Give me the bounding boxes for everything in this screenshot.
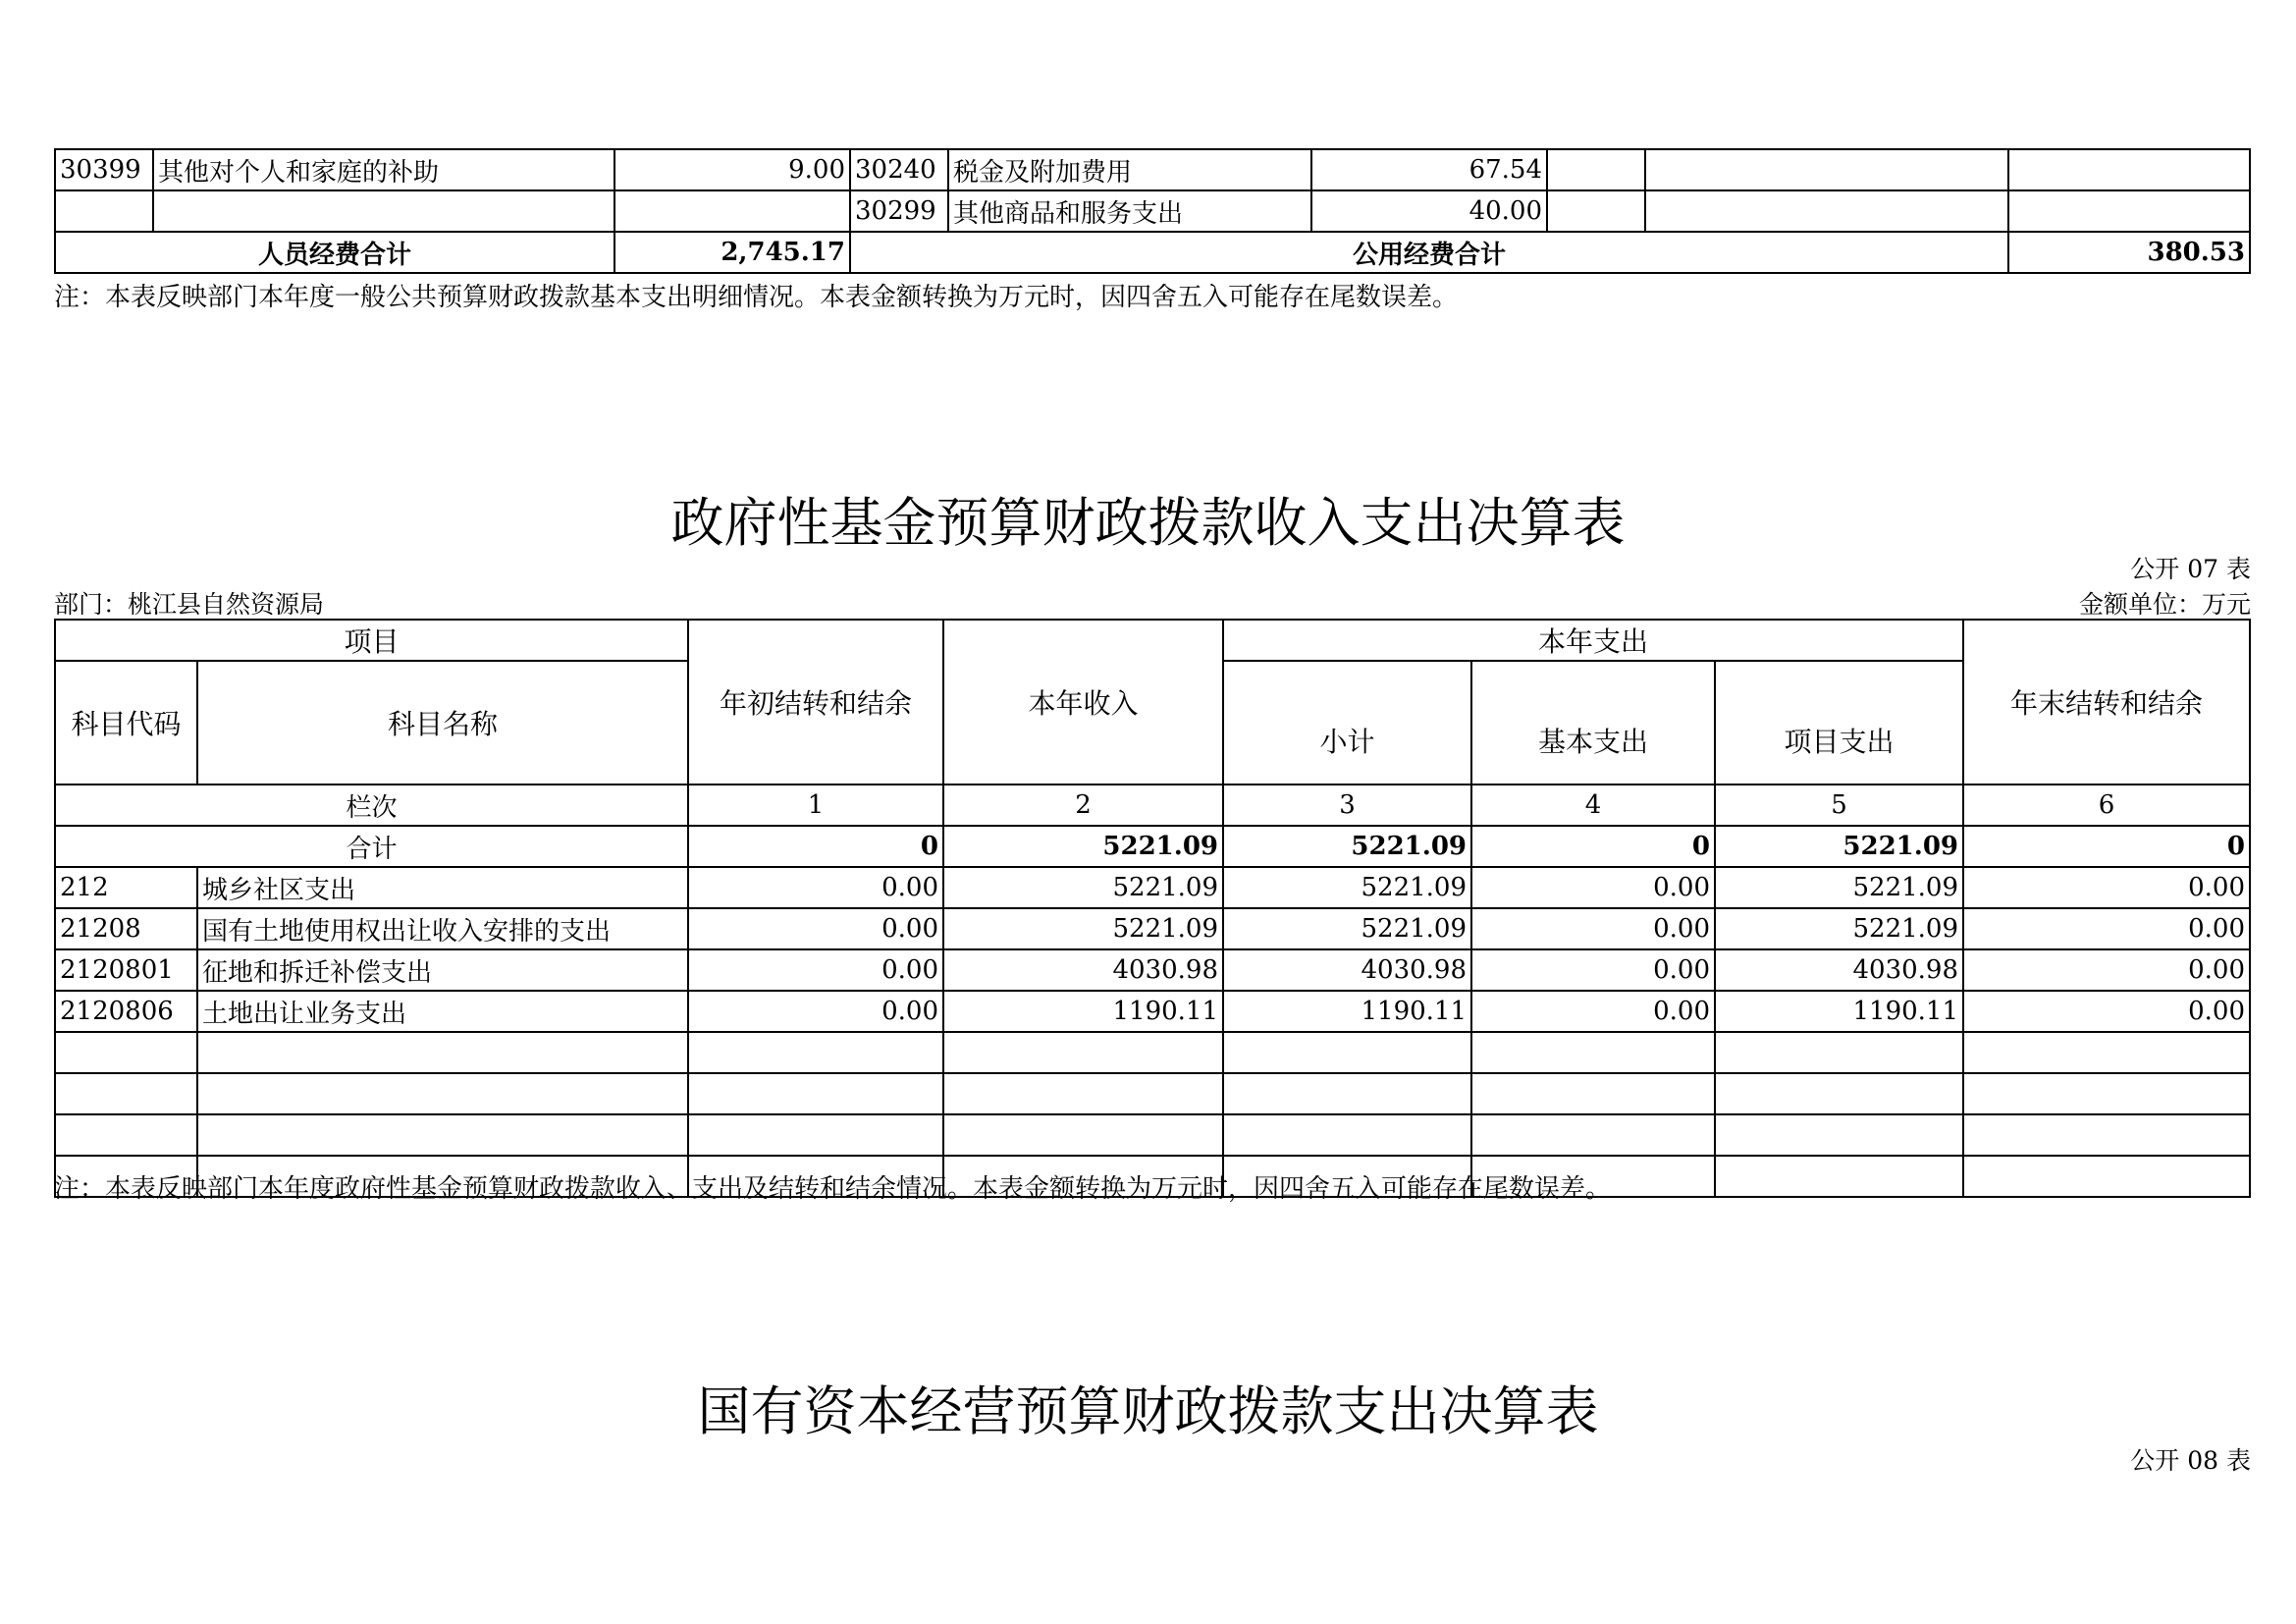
value-cell: 0.00	[688, 867, 943, 908]
value-cell: 0.00	[1963, 949, 2250, 991]
code-cell: 21208	[55, 908, 197, 949]
header-row	[55, 620, 2250, 661]
name-cell: 税金及附加费用	[948, 149, 1311, 190]
name-cell: 国有土地使用权出让收入安排的支出	[197, 908, 688, 949]
value-cell: 0.00	[688, 991, 943, 1032]
code-cell: 212	[55, 867, 197, 908]
value-cell: 0.00	[688, 908, 943, 949]
total-cell: 5221.09	[943, 826, 1223, 867]
col-number: 4	[1471, 785, 1715, 826]
amount-cell: 67.54	[1311, 149, 1547, 190]
table-row	[55, 149, 2250, 190]
name-cell	[1645, 149, 2008, 190]
amount-cell: 40.00	[1311, 190, 1547, 232]
value-cell: 1190.11	[1223, 991, 1471, 1032]
table2-note: 注：本表反映部门本年度政府性基金预算财政拨款收入、支出及结转和结余情况。本表金额转换为万元时，因四舍五入可能存在尾数误差。	[54, 1174, 1612, 1204]
total-cell: 0	[1963, 826, 2250, 867]
next-table-title: 国有资本经营预算财政拨款支出决算表	[697, 1380, 1599, 1442]
value-cell: 1190.11	[943, 991, 1223, 1032]
total-cell: 5221.09	[1715, 826, 1963, 867]
public-total-value: 380.53	[2008, 232, 2250, 273]
header-income: 本年收入	[943, 620, 1223, 785]
total-cell: 5221.09	[1223, 826, 1471, 867]
table1-note: 注：本表反映部门本年度一般公共预算财政拨款基本支出明细情况。本表金额转换为万元时，因四舍五入可能存在尾数误差。	[54, 283, 1459, 312]
value-cell: 0.00	[1963, 991, 2250, 1032]
value-cell: 4030.98	[943, 949, 1223, 991]
value-cell: 0.00	[1963, 867, 2250, 908]
value-cell: 0.00	[1963, 908, 2250, 949]
page-title: 政府性基金预算财政拨款收入支出决算表	[670, 492, 1626, 554]
personnel-total-label: 人员经费合计	[55, 232, 614, 273]
table-number: 公开 07 表	[2130, 555, 2251, 583]
code-cell: 30240	[850, 149, 948, 190]
name-cell: 征地和拆迁补偿支出	[197, 949, 688, 991]
name-cell: 其他商品和服务支出	[948, 190, 1311, 232]
table-row	[55, 908, 2250, 949]
empty-row	[55, 1073, 2250, 1114]
table-row	[55, 949, 2250, 991]
value-cell: 0.00	[688, 949, 943, 991]
value-cell: 5221.09	[1223, 908, 1471, 949]
empty-row	[55, 1114, 2250, 1156]
amount-cell	[2008, 190, 2250, 232]
header-name: 科目名称	[197, 661, 688, 785]
value-cell: 5221.09	[1715, 908, 1963, 949]
value-cell: 0.00	[1471, 949, 1715, 991]
value-cell: 4030.98	[1223, 949, 1471, 991]
value-cell: 0.00	[1471, 991, 1715, 1032]
value-cell: 0.00	[1471, 867, 1715, 908]
header-code: 科目代码	[55, 661, 197, 785]
value-cell: 4030.98	[1715, 949, 1963, 991]
name-cell	[153, 190, 614, 232]
header-expense: 本年支出	[1223, 620, 1963, 661]
col-number: 3	[1223, 785, 1471, 826]
col-number: 2	[943, 785, 1223, 826]
column-number-row	[55, 785, 2250, 826]
header-basic: 基本支出	[1471, 661, 1715, 785]
col-number: 1	[688, 785, 943, 826]
department-label: 部门：桃江县自然资源局	[54, 590, 325, 619]
name-cell: 土地出让业务支出	[197, 991, 688, 1032]
code-cell	[55, 190, 153, 232]
table-row	[55, 867, 2250, 908]
unit-label: 金额单位：万元	[2078, 590, 2251, 619]
basic-expense-table	[54, 148, 2251, 274]
value-cell: 1190.11	[1715, 991, 1963, 1032]
total-cell: 0	[1471, 826, 1715, 867]
amount-cell	[2008, 149, 2250, 190]
next-table-number: 公开 08 表	[2130, 1446, 2251, 1475]
header-item: 项目	[55, 620, 688, 661]
code-cell: 30399	[55, 149, 153, 190]
name-cell: 其他对个人和家庭的补助	[153, 149, 614, 190]
table-total-row	[55, 232, 2250, 273]
code-cell: 2120801	[55, 949, 197, 991]
total-cell: 0	[688, 826, 943, 867]
public-total-label: 公用经费合计	[850, 232, 2008, 273]
col-number: 6	[1963, 785, 2250, 826]
total-row	[55, 826, 2250, 867]
code-cell: 2120806	[55, 991, 197, 1032]
amount-cell: 9.00	[614, 149, 850, 190]
col-number: 5	[1715, 785, 1963, 826]
value-cell: 0.00	[1471, 908, 1715, 949]
code-cell: 30299	[850, 190, 948, 232]
table-row	[55, 991, 2250, 1032]
value-cell: 5221.09	[943, 908, 1223, 949]
code-cell	[1547, 190, 1645, 232]
name-cell: 城乡社区支出	[197, 867, 688, 908]
header-begin: 年初结转和结余	[688, 620, 943, 785]
table-row	[55, 190, 2250, 232]
personnel-total-value: 2,745.17	[614, 232, 850, 273]
header-end: 年末结转和结余	[1963, 620, 2250, 785]
name-cell	[1645, 190, 2008, 232]
total-label: 合计	[55, 826, 688, 867]
amount-cell	[614, 190, 850, 232]
value-cell: 5221.09	[1715, 867, 1963, 908]
col-label: 栏次	[55, 785, 688, 826]
gov-fund-table	[54, 619, 2251, 1198]
code-cell	[1547, 149, 1645, 190]
header-project: 项目支出	[1715, 661, 1963, 785]
empty-row	[55, 1032, 2250, 1073]
value-cell: 5221.09	[1223, 867, 1471, 908]
header-subtotal: 小计	[1223, 661, 1471, 785]
value-cell: 5221.09	[943, 867, 1223, 908]
